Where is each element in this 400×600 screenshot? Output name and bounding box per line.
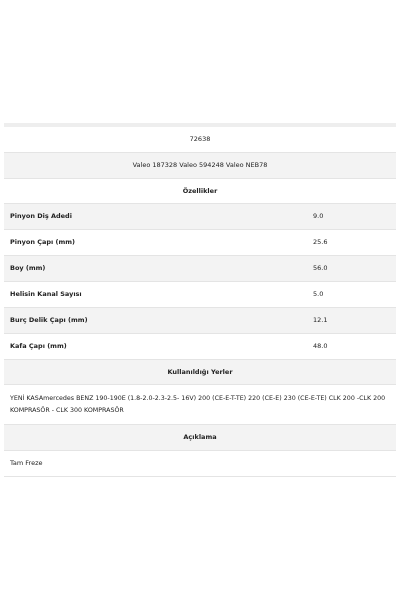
feature-label: Helisin Kanal Sayısı (10, 290, 82, 298)
cross-reference-text: Valeo 187328 Valeo 594248 Valeo NEB78 (132, 161, 268, 169)
feature-row-head-diameter (4, 334, 396, 360)
product-code: 72638 (189, 135, 211, 143)
description-heading: Açıklama (183, 433, 217, 441)
feature-label: Pinyon Diş Adedi (10, 212, 72, 220)
feature-row-helix-grooves (4, 282, 396, 308)
description-text: Tam Freze (10, 459, 43, 467)
product-code-row (4, 127, 396, 153)
feature-label: Kafa Çapı (mm) (10, 342, 67, 350)
description-text-row (4, 451, 396, 477)
feature-label: Pinyon Çapı (mm) (10, 238, 75, 246)
feature-value: 56.0 (313, 264, 328, 272)
feature-row-bushing-bore (4, 308, 396, 334)
feature-value: 12.1 (313, 316, 328, 324)
feature-row-pinion-teeth (4, 204, 396, 230)
usage-text: YENİ KASAmercedes BENZ 190-190E (1.8-2.0-2.3-2.5- 16V) 200 (CE-E-T-TE) 220 (CE-E) 230 (CE-E-TE) CLK 200 -CLK 200 KOMPRASÖR - CLK 300 KOMPRASÖR (10, 394, 386, 414)
usage-text-row (4, 385, 396, 425)
spec-sheet (4, 123, 396, 477)
features-heading-row (4, 179, 396, 204)
features-heading: Özellikler (182, 186, 218, 195)
feature-row-pinion-diameter (4, 230, 396, 256)
feature-value: 48.0 (313, 342, 328, 350)
cross-reference-row (4, 153, 396, 179)
feature-value: 9.0 (313, 212, 324, 220)
feature-label: Burç Delik Çapı (mm) (10, 316, 88, 324)
description-heading-row (4, 425, 396, 451)
feature-value: 5.0 (313, 290, 324, 298)
usage-heading-row (4, 360, 396, 385)
feature-label: Boy (mm) (10, 264, 46, 272)
feature-row-length (4, 256, 396, 282)
usage-heading: Kullanıldığı Yerler (167, 367, 233, 376)
feature-value: 25.6 (313, 238, 328, 246)
